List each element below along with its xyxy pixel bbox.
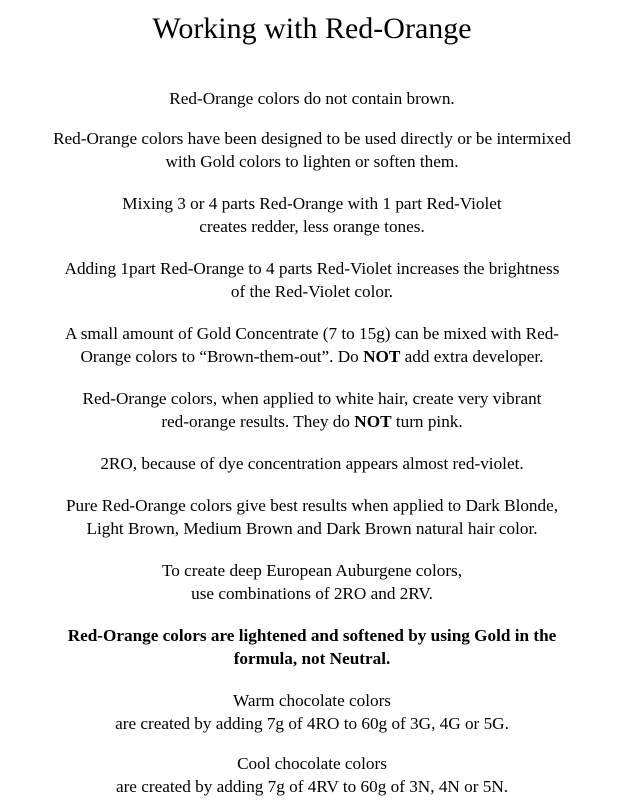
paragraph-line: creates redder, less orange tones.	[199, 217, 425, 236]
paragraph-line: 2RO, because of dye concentration appears almost red-violet.	[100, 454, 524, 473]
paragraph-line: Light Brown, Medium Brown and Dark Brown natural hair color.	[86, 519, 538, 538]
paragraph-designed-use	[0, 127, 624, 173]
paragraph-line: are created by adding 7g of 4RV to 60g of 3N, 4N or 5N.	[115, 777, 509, 796]
paragraph-line: Adding 1part Red-Orange to 4 parts Red-Violet increases the brightness	[64, 259, 560, 278]
paragraph-line: Mixing 3 or 4 parts Red-Orange with 1 part Red-Violet	[122, 194, 502, 213]
paragraph-line: Pure Red-Orange colors give best results when applied to Dark Blonde,	[65, 496, 559, 515]
paragraph-mixing-red-violet	[0, 192, 624, 238]
paragraph-line: Warm chocolate colors	[232, 691, 391, 710]
paragraph-text: turn pink.	[391, 412, 463, 431]
page-title: Working with Red-Orange	[152, 12, 472, 45]
paragraph-gold-not-neutral	[0, 624, 624, 670]
paragraph-text: Orange colors to “Brown-them-out”. Do	[80, 347, 364, 366]
paragraph-line: A small amount of Gold Concentrate (7 to 15g) can be mixed with Red-	[64, 324, 560, 343]
paragraph-line: Red-Orange colors have been designed to be used directly or be intermixed	[53, 129, 571, 148]
paragraph-warm-chocolate	[0, 689, 624, 735]
paragraph-white-hair	[0, 387, 624, 433]
paragraph-2ro	[0, 452, 624, 475]
paragraph-line: formula, not Neutral.	[233, 649, 391, 668]
paragraph-line: To create deep European Auburgene colors,	[161, 561, 463, 580]
paragraph-line: use combinations of 2RO and 2RV.	[191, 584, 433, 603]
paragraph-gold-concentrate	[0, 322, 624, 368]
paragraph-line: Red-Orange colors do not contain brown.	[169, 89, 455, 108]
paragraph-brightness	[0, 257, 624, 303]
paragraph-line: Red-Orange colors are lightened and softened by using Gold in the	[67, 626, 557, 645]
paragraph-line	[0, 345, 624, 368]
paragraph-no-brown	[0, 87, 624, 110]
paragraph-line: Red-Orange colors, when applied to white hair, create very vibrant	[82, 389, 542, 408]
emphasis-not: NOT	[363, 347, 401, 366]
paragraph-line	[0, 410, 624, 433]
paragraph-text: red-orange results. They do	[161, 412, 355, 431]
paragraph-text: add extra developer.	[400, 347, 544, 366]
paragraph-auburgene	[0, 559, 624, 605]
paragraph-line: of the Red-Violet color.	[230, 282, 394, 301]
paragraph-best-results	[0, 494, 624, 540]
paragraph-line: with Gold colors to lighten or soften them.	[165, 152, 459, 171]
paragraph-line: are created by adding 7g of 4RO to 60g of 3G, 4G or 5G.	[115, 714, 509, 733]
emphasis-not: NOT	[354, 412, 392, 431]
paragraph-line: Cool chocolate colors	[237, 754, 387, 773]
paragraph-cool-chocolate	[0, 752, 624, 798]
